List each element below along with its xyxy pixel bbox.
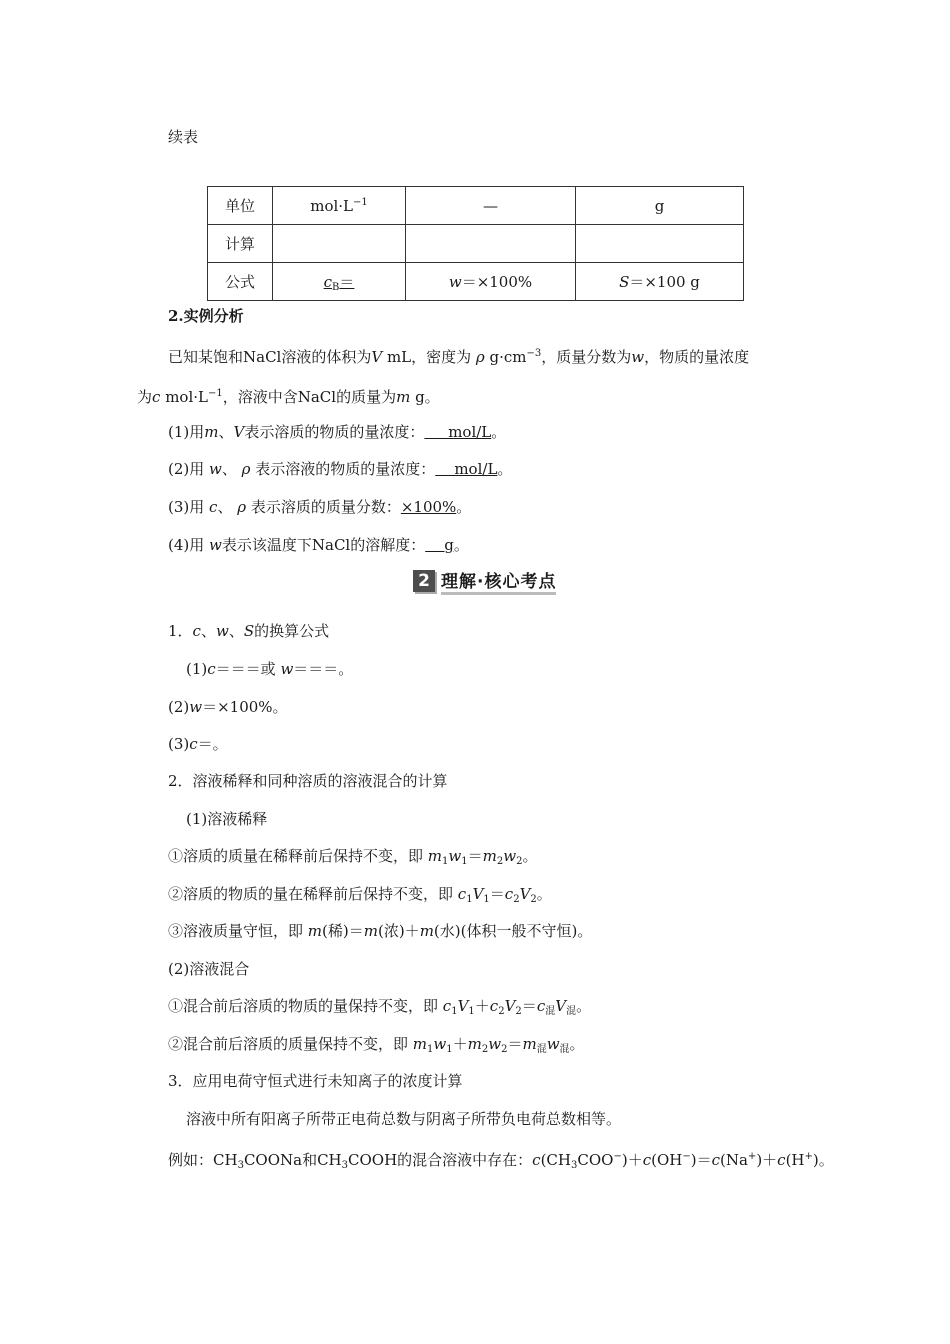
rule-line: ③溶液质量守恒，即 m(稀)＝m(浓)＋m(水)(体积一般不守恒)。 — [168, 922, 593, 940]
formula-line: (3)c＝。 — [168, 735, 228, 753]
rule-line: ②混合前后溶质的质量保持不变，即 $m_1w_1+m_2w_2=m_混w_混$。 — [168, 1035, 585, 1055]
row-head: 单位 — [208, 187, 273, 225]
table-row — [208, 225, 744, 263]
cell: S＝×100 g — [576, 263, 744, 301]
heading-3: 3．应用电荷守恒式进行未知离子的浓度计算 — [168, 1072, 463, 1090]
rule-line: ①溶质的质量在稀释前后保持不变，即 $m_1w_1=m_2w_2$。 — [168, 847, 538, 867]
question-3: (3)用 c、 ρ 表示溶质的质量分数：×100%。 — [168, 498, 472, 516]
section-header-title: 理解·核心考点 — [441, 567, 556, 595]
table-row — [208, 187, 744, 225]
paragraph: 溶液中所有阳离子所带正电荷总数与阴离子所带负电荷总数相等。 — [186, 1110, 622, 1128]
formula-line: (1)c＝＝＝或 w＝＝＝。 — [186, 660, 354, 678]
table-row — [208, 263, 744, 301]
cell: $mol\cdot L^{-1}$ — [273, 187, 406, 225]
rule-line: ①混合前后溶质的物质的量保持不变，即 $c_1V_1+c_2V_2=c_混V_混$。 — [168, 997, 592, 1017]
paragraph: 为c $mol\cdot L^{-1}$，溶液中含NaCl的质量为m g。 — [137, 388, 440, 406]
rule-line: ②溶质的物质的量在稀释前后保持不变，即 $c_1V_1=c_2V_2$。 — [168, 885, 552, 905]
section-title: 2.实例分析 — [168, 307, 244, 325]
cell: — — [406, 187, 576, 225]
cell: w＝×100% — [406, 263, 576, 301]
example-line: 例如：$CH_3COONa$和$CH_3COOH$的混合溶液中存在：$c(CH_3COO^-)+c(OH^-)=c(Na^+)+c(H^+)$。 — [168, 1151, 834, 1171]
section-header — [413, 569, 570, 593]
question-1: (1)用m、V表示溶质的物质的量浓度： mol/L。 — [168, 423, 507, 441]
row-head: 公式 — [208, 263, 273, 301]
subheading: (1)溶液稀释 — [186, 810, 268, 828]
heading-2: 2．溶液稀释和同种溶质的溶液混合的计算 — [168, 772, 448, 790]
units-table — [207, 186, 744, 301]
question-4: (4)用 w表示该温度下NaCl的溶解度： g。 — [168, 536, 469, 554]
question-2: (2)用 w、 ρ 表示溶液的物质的量浓度： mol/L。 — [168, 460, 513, 478]
cell: $c_B=$ — [273, 263, 406, 301]
subheading: (2)溶液混合 — [168, 960, 250, 978]
cell: g — [576, 187, 744, 225]
continued-label: 续表 — [168, 128, 199, 146]
cell — [406, 225, 576, 263]
heading-1: 1．c、w、S的换算公式 — [168, 622, 330, 640]
cell — [273, 225, 406, 263]
row-head: 计算 — [208, 225, 273, 263]
formula-line: (2)w＝×100%。 — [168, 698, 288, 716]
paragraph: 已知某饱和NaCl溶液的体积为V mL，密度为 ρ $g\cdot cm^{-3}$，质量分数为w，物质的量浓度 — [168, 348, 750, 366]
section-number-badge: 2 — [413, 570, 435, 592]
cell — [576, 225, 744, 263]
